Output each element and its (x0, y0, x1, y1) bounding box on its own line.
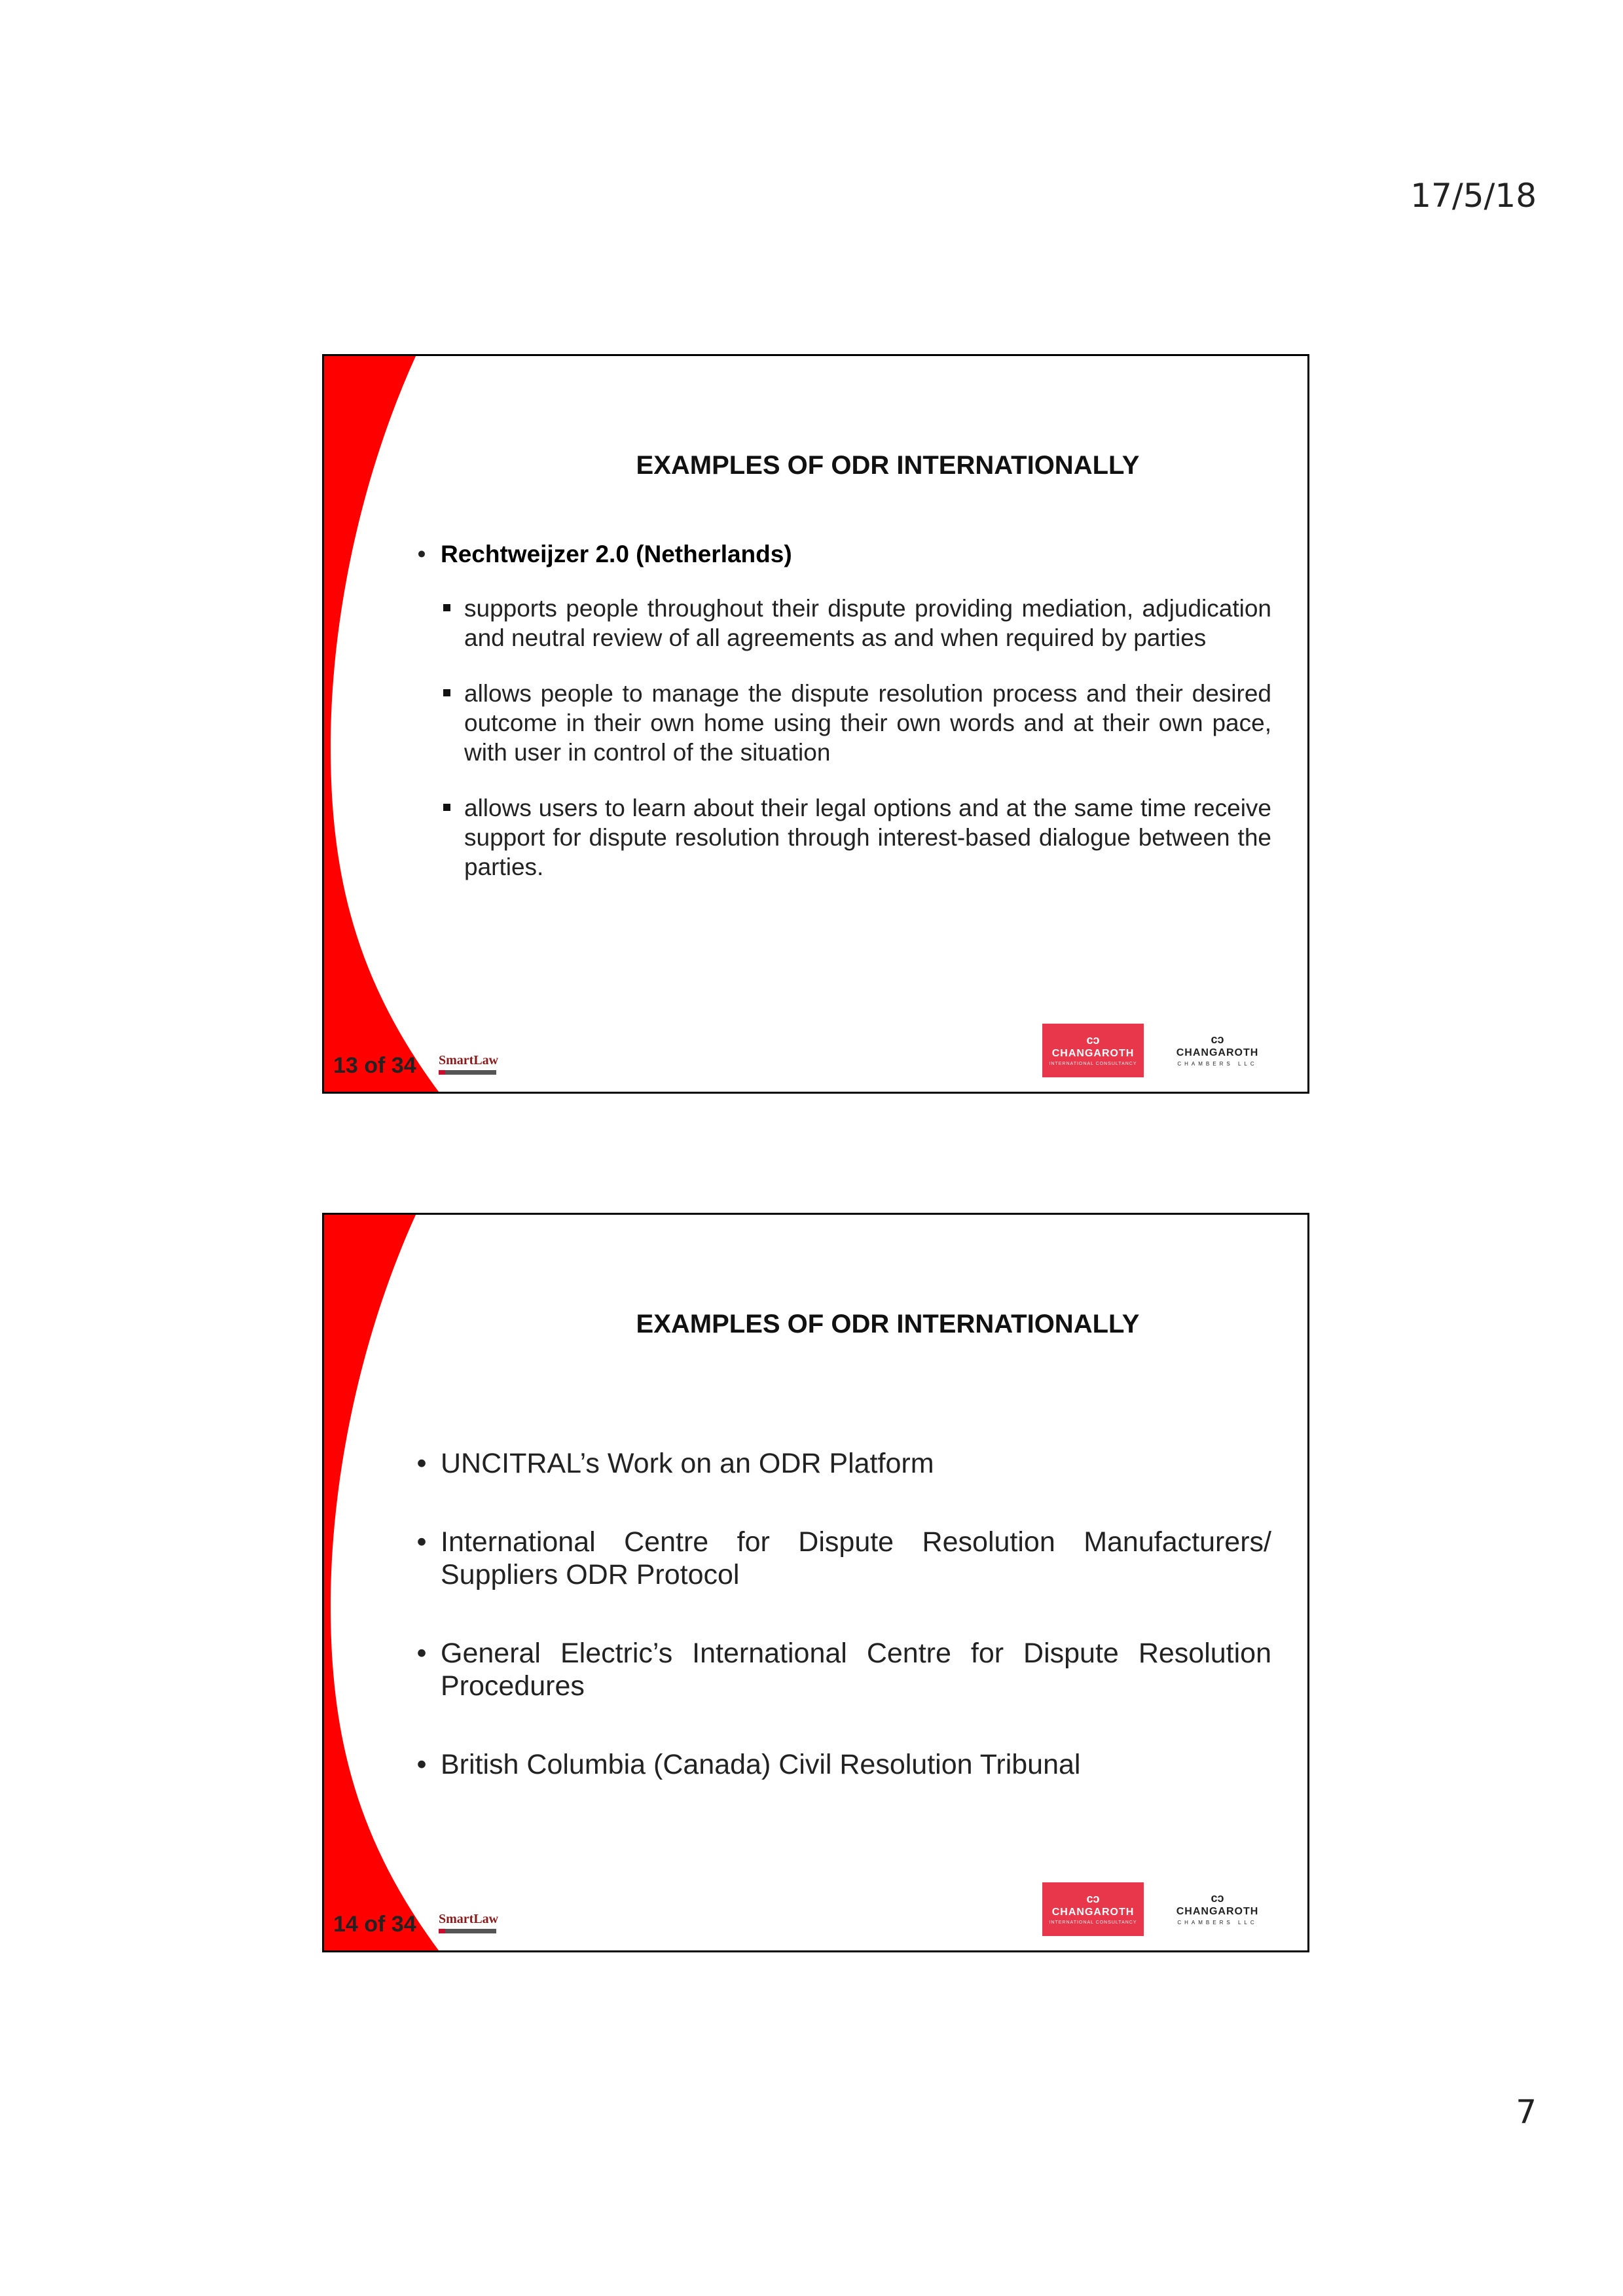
changaroth-icon: cɔ (1086, 1892, 1100, 1905)
slide-title: EXAMPLES OF ODR INTERNATIONALLY (636, 451, 1140, 480)
bullet-item (403, 1637, 1271, 1702)
slide-13 (322, 354, 1309, 1094)
sub-bullet-text: supports people throughout their dispute providing mediation, adjudication and neutral review of all agreements as and when required by parties (464, 595, 1271, 651)
sub-bullet (441, 594, 1271, 653)
smartlaw-logo-bar (439, 1070, 496, 1075)
bullet-text: British Columbia (Canada) Civil Resolution Tribunal (441, 1749, 1081, 1780)
changaroth-icon: cɔ (1086, 1033, 1100, 1047)
bullet-text: UNCITRAL’s Work on an ODR Platform (441, 1448, 934, 1479)
logo-name: CHANGAROTH (1176, 1906, 1259, 1917)
sub-bullet-text: allows people to manage the dispute resolution process and their desired outcome in their own home using their own words and at their own pace, with user in control of the situation (464, 680, 1271, 766)
logo-name: CHANGAROTH (1051, 1907, 1135, 1918)
bullet-item (403, 1748, 1271, 1781)
slide-number: 14 of 34 (333, 1912, 416, 1937)
sub-bullet (441, 679, 1271, 767)
logo-name: CHANGAROTH (1051, 1048, 1135, 1059)
bullet-dot: • (417, 541, 426, 567)
square-bullet-icon (441, 594, 464, 623)
bullet-text: General Electric’s International Centre for Dispute Resolution Procedures (441, 1638, 1271, 1702)
sub-bullet-list (441, 594, 1271, 882)
smartlaw-logo-text: SmartLaw (439, 1912, 499, 1926)
square-bullet-icon (441, 793, 464, 823)
smartlaw-logo-text: SmartLaw (439, 1053, 499, 1067)
logo-subtitle: CHAMBERS LLC (1177, 1061, 1258, 1067)
bullet-item (403, 1447, 1271, 1480)
logo-subtitle: INTERNATIONAL CONSULTANCY (1049, 1920, 1137, 1925)
smartlaw-logo (439, 1045, 499, 1075)
logo-subtitle: INTERNATIONAL CONSULTANCY (1049, 1062, 1137, 1066)
slide-14 (322, 1213, 1309, 1952)
slide-number: 13 of 34 (333, 1053, 416, 1078)
changaroth-chambers-logo (1167, 1024, 1268, 1077)
logo-subtitle: CHAMBERS LLC (1177, 1920, 1258, 1926)
bullet-dot: • (416, 1638, 427, 1669)
changaroth-icon: cɔ (1211, 1892, 1224, 1905)
bullet-dot: • (416, 1526, 427, 1558)
changaroth-consultancy-logo (1042, 1024, 1144, 1077)
slide-title: EXAMPLES OF ODR INTERNATIONALLY (636, 1310, 1140, 1338)
bullet-item (403, 1526, 1271, 1591)
smartlaw-logo-bar (439, 1929, 496, 1933)
changaroth-consultancy-logo (1042, 1882, 1144, 1936)
sub-bullet-text: allows users to learn about their legal options and at the same time receive support for dispute resolution through interest-based dialogue between the parties. (464, 795, 1271, 880)
main-bullet (403, 539, 1271, 569)
changaroth-chambers-logo (1167, 1882, 1268, 1936)
slide-content (403, 539, 1271, 908)
bullet-dot: • (416, 1448, 427, 1479)
changaroth-icon: cɔ (1211, 1033, 1224, 1046)
square-bullet-icon (441, 679, 464, 708)
bullet-dot: • (416, 1749, 427, 1780)
page-number: 7 (1516, 2093, 1537, 2131)
main-bullet-text: Rechtweijzer 2.0 (Netherlands) (441, 541, 792, 567)
sub-bullet (441, 793, 1271, 882)
smartlaw-logo (439, 1903, 499, 1933)
logo-name: CHANGAROTH (1176, 1047, 1259, 1058)
bullet-text: International Centre for Dispute Resolution Manufacturers/ Suppliers ODR Protocol (441, 1526, 1271, 1590)
slide-content (403, 1447, 1271, 1827)
page-date: 17/5/18 (1410, 177, 1537, 215)
